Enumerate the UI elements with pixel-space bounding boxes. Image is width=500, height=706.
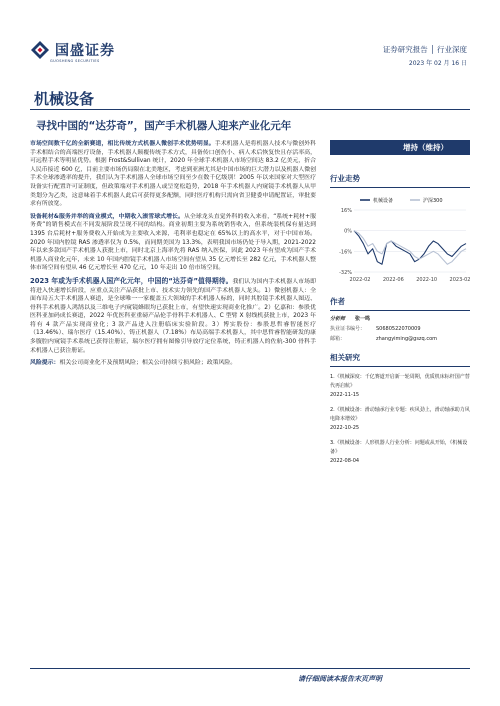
sector-title: 机械设备 (34, 90, 95, 108)
analysts-divider (330, 310, 470, 311)
trend-heading: 行业走势 (330, 174, 360, 183)
related-title[interactable]: 1.《机械深度：千亿赛道开启新一轮周期，优质机床标杆国产替代再启航》 (330, 374, 470, 389)
y-tick-label: 16% (340, 208, 352, 214)
related-heading: 相关研究 (330, 353, 360, 362)
trend-chart-svg (330, 194, 470, 286)
series-line (354, 231, 466, 265)
trend-chart (330, 194, 470, 286)
sidebar (330, 140, 470, 466)
logo-text: 国盛证券 (55, 43, 115, 59)
cert-number: S0680522070009 (376, 326, 421, 332)
y-tick-label: -32% (339, 270, 352, 276)
x-tick-label: 2022-06 (382, 277, 404, 283)
paragraph-text: 从全球龙头直觉外科的收入来看，“系统+耗材+服务费”的销售模式在不同发展阶段呈现不同的结构。商业初期主要为系统销售收入，但系统装机保有量达到 1395 台后耗材+服务费收入开始成为主要收入来源，毛利率也稳定在 65%以上的高水平，对于中国市场。2020 年国内腔镜 RAS 渗透率仅为 0.5%，而同期美国为 13.3%，表明我国市场仍处于导入期，2021-2022 年以来多款国产手术机器人获批上市，同时北京上海率先将 RAS 纳入医保，因此 2023 年有望成为国产手术机器人商业化元年，未来 10 年国内腔镜手术机器人市场空间有望从 35 亿元增长至 282 亿元，手术机器人整体市场空间有望从 46 亿元增长至 470 亿元，10 年走出 10 倍市场空间。 (30, 213, 316, 272)
main-body (30, 140, 316, 372)
analyst-name: 张一鸣 (355, 316, 371, 322)
report-header (0, 0, 500, 68)
related-date: 2022-08-04 (330, 458, 360, 464)
paragraph-lead: 风险提示： (30, 360, 60, 367)
rating-badge: 增持（维持） (330, 140, 470, 155)
x-tick-label: 2022-10 (416, 277, 438, 283)
x-tick-label: 2022-02 (349, 277, 371, 283)
paragraph-lead: 2023 年或为手术机器人国产化元年，中国的“达芬奇”值得期待。 (30, 276, 233, 285)
body-paragraph-business-model (30, 213, 316, 273)
analyst-block (330, 314, 470, 344)
legend-label: 机械设备 (373, 198, 394, 204)
logo-subtitle: GUOSHENG SECURITIES (50, 59, 100, 63)
analyst-email[interactable]: zhangyiming@gszq.com (376, 336, 437, 342)
legend-label: 沪深300 (423, 198, 443, 204)
y-tick-label: 0% (344, 228, 352, 235)
body-paragraph-risk (30, 359, 316, 368)
report-headline: 寻找中国的“达芬奇”，国产手术机器人迎来产业化元年 (36, 120, 292, 132)
trend-divider (330, 187, 470, 188)
email-label: 邮箱： (330, 336, 346, 342)
paragraph-text: 我们认为国内手术机器人市场即将进入快速增长阶段，应重点关注产品获批上市、技术实力领先的国产手术机器人龙头。1）微创机器人：全面布局五大手术机器人赛道，是全球唯一一家覆盖五大领域的手术机器人标的，同时其腔镜手术机器人图迈、骨科手术机器人鸿鹄以及三维电子内窥镜蜂眼均已获批上市，有望快速实现商业化推广。2）亿嘉和：参股优医科亚加码成长赛道，2022 年优医科亚重磅产品伦手骨科手术机器人、C 型臂 X 射线机获批上市，2023 年将有 4 款产品实现商业化；3 款产品进入注册临床实验阶段。3）博实股份：参股思哲睿智能医疗（13.46%）、瑞尔医疗（15.40%）、铸正机器人（7.18%）布局高端手术机器人，其中思哲睿智能研发的康多腹腔内窥镜手术系统已获得注册证，瑞尔医疗拥有图像引导放疗定位系统，铸正机器人的佐航-300 骨科手术机器人已获注册证。 (30, 278, 317, 354)
y-tick-label: -16% (339, 249, 352, 256)
series-line (354, 231, 466, 265)
related-report[interactable] (330, 373, 470, 400)
x-tick-label: 2023-02 (449, 277, 470, 283)
footer-divider (30, 668, 470, 669)
cert-label: 执业证书编号： (330, 326, 366, 332)
report-type: 证券研究报告 │ 行业深度 (382, 45, 467, 54)
page-footer (0, 660, 500, 706)
paragraph-lead: 设备耗材&服务并举的商业模式，中期收入滚雪球式增长。 (30, 213, 184, 220)
guosheng-logo-icon (30, 40, 50, 60)
paragraph-text: 手术机器人是将机器人技术与微创外科手术相结合的高端医疗设备，手术机器人颠覆传统手术方式，具备传口创伤小、病人术后恢复快且存活率高，可远程手术等明显优势。根据 Frost&Sullivan 统计，2020 年全球手术机器人市场空间达 83.2 亿美元，折合人民币接近 600 亿，目前主要市场仍局限在北美地区，考虑到亚洲尤其是中国市场的巨大潜力以及机器人微创手术全球渗透率的提升，我们认为手术机器人全球市场空间至少在数千亿级别！2005 年以来国家对大型医疗设备实行配置许可证制度，但政策端对手术机器人或呈宽松趋势，2018 年手术机器人内窥镜手术机器人从甲类划分为乙类，这意味着手术机器人此后可获得更多配额，同时医疗机构只需向省卫健委申请配置证，审批要求有所放宽。 (30, 141, 317, 208)
related-date: 2022-11-15 (330, 392, 360, 398)
body-paragraph-market (30, 140, 316, 209)
paragraph-lead: 市场空间数千亿的全新赛道，相比传统方式机器人微创手术优势明显。 (30, 141, 215, 147)
report-date: 2023 年 02 月 16 日 (408, 60, 467, 67)
related-divider (330, 366, 470, 367)
body-paragraph-localization (30, 277, 316, 355)
related-report[interactable] (330, 439, 470, 466)
related-title[interactable]: 2.《机械设备：滑动轴承行业专题：疾风劲上，滑动轴承助力风电降本增效》 (330, 407, 470, 422)
analyst-role: 分析师 (330, 316, 346, 322)
paragraph-text: 相关公司商业化不及预期风险；相关公司持续亏损风险；政策风险。 (59, 360, 237, 367)
analysts-heading: 作者 (330, 297, 345, 306)
related-report[interactable] (330, 406, 470, 433)
related-title[interactable]: 3.《机械设备：人形机器人行业分析：问题或从开始，《机械设备》 (330, 440, 468, 455)
company-logo (30, 40, 115, 60)
footer-disclaimer: 请仔细阅读本报告末页声明 (298, 675, 382, 683)
related-date: 2022-10-25 (330, 425, 360, 431)
sector-divider (30, 109, 470, 110)
